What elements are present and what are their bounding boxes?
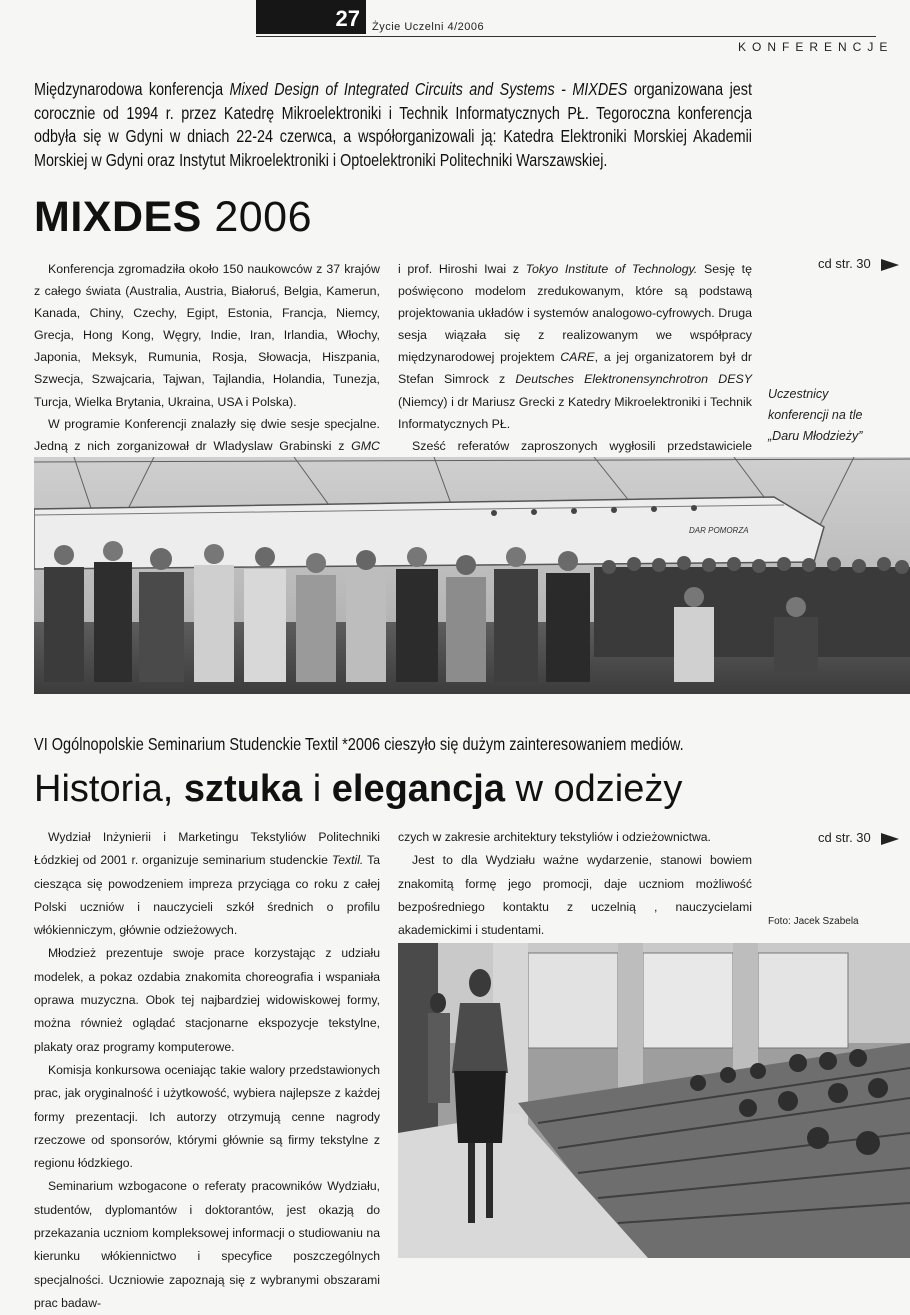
paragraph: Jest to dla Wydziału ważne wydarzenie, stanowi bowiem znakomitą formę jego promocji, daje uczniom możliwość bezpośredniego kontaktu z uczelnią , nauczycielami akademickimi i studentami. <box>398 853 752 938</box>
article1-intro: Międzynarodowa konferencja Mixed Design of Integrated Circuits and Systems - MIXDES organizowana jest corocznie od 1994 r. przez Katedrę Mikroelektroniki i Technik Informatycznych PŁ. Tegoroczna konferencja odbyła się w Gdyni w dniach 22-24 czerwca, a współorganizowali ją: Katedra Elektroniki Morskiej Akademii Morskiej w Gdyni oraz Instytut Mikroelektroniki i Optoelektroniki Politechniki Warszawskiej. <box>34 79 752 170</box>
paragraph: i prof. Hiroshi Iwai z Tokyo Institute of Technology. Sesję tę poświęcono modelom zredukowanym, które są podstawą projektowania układów i systemów analogowo-cyfrowych. Druga sesja wiązała się z realizowanym we współpracy międzynarodowej projektem CARE, a jej organizatorem był dr Stefan Simrock z Deutsches Elektronensynchrotron DESY (Niemcy) i dr Mariusz Grecki z Katedry Mikroelektroniki i Technik Informatycznych PŁ. <box>398 262 753 431</box>
paragraph: Młodzież prezentuje swoje prace korzystając z udziału modelek, a pokaz ozdabia znakomita choreografia i wspaniała oprawa muzyczna. Obok tej najbardziej widowiskowej formy, można również oglądać stacjonarne ekspozycje tekstylne, plakaty oraz programy komputerowe. <box>34 946 380 1054</box>
article2-title: Historia, sztuka i elegancja w odzieży <box>34 768 683 810</box>
article1-column-1 <box>34 258 380 479</box>
paragraph: W programie Konferencji znalazły się dwie sesje specjalne. Jedną z nich zorganizował dr Wladyslaw Grabinski z GMC <box>34 416 380 453</box>
fashion-show-photo <box>398 943 910 1258</box>
paragraph: Seminarium wzbogacone o referaty pracowników Wydziału, studentów, dyplomantów i doktorantów, jest okazją do przekazania uczniom kompleksowej informacji o studiowaniu na kierunku włókiennictwo i specyfice poszczególnych specjalności. Uczniowie zapoznają się z wybranymi obszarami prac badaw- <box>34 1179 380 1310</box>
section-label: KONFERENCJE <box>738 40 894 54</box>
paragraph: Sześć referatów zaproszonych wygłosili przedstawiciele <box>412 438 752 453</box>
continued-reference: cd str. 30 <box>818 256 899 271</box>
article1-column-2 <box>398 258 752 479</box>
article2-lead: VI Ogólnopolskie Seminarium Studenckie Textil *2006 cieszyło się dużym zainteresowaniem mediów. <box>34 734 684 754</box>
paragraph: Konferencja zgromadziła około 150 naukowców z 37 krajów z całego świata (Australia, Austria, Białoruś, Belgia, Kamerun, Kanada, Chiny, Czechy, Egipt, Estonia, Francja, Niemcy, Grecja, Hong Kong, Węgry, Indie, Iran, Irlandia, Włochy, Japonia, Meksyk, Rumunia, Rosja, Słowacja, Hiszpania, Szwecja, Szwajcaria, Tajwan, Tajlandia, Holandia, Tunezja, Turcja, Wielka Brytania, Ukraina, USA i Polska). <box>34 262 380 409</box>
ship-name: DAR POMORZA <box>689 526 749 535</box>
group-photo-ship <box>34 457 910 694</box>
arrow-right-icon <box>881 833 899 845</box>
article2-column-2 <box>398 826 752 942</box>
paragraph: czych w zakresie architektury tekstyliów i odzieżownictwa. <box>398 830 711 844</box>
paragraph: Komisja konkursowa oceniając takie walory przedstawionych prac, jak oryginalność i użytkowość, wybiera najlepsze z każdej formy prezentacji. Ich autorzy otrzymują cenne nagrody rzeczowe od sponsorów, którymi głównie są firmy tekstylne z regionu łódzkiego. <box>34 1062 380 1171</box>
paragraph: Wydział Inżynierii i Marketingu Tekstyliów Politechniki Łódzkiej od 2001 r. organizuje seminarium studenckie Textil. Ta ciesząca się powodzeniem impreza przyciąga co roku z całej Polski uczniów i nauczycieli szkół średnich o profilu włókienniczym, głównie odzieżowych. <box>34 830 380 938</box>
header-rule <box>256 36 876 37</box>
photo-caption: Uczestnicy konferencji na tle „Daru Młodzieży” <box>768 387 863 443</box>
photo-illustration <box>398 943 910 1258</box>
article1-title: MIXDES 2006 <box>34 193 312 241</box>
photo-illustration <box>34 457 910 694</box>
magazine-title: Życie Uczelni 4/2006 <box>372 21 485 33</box>
continued-reference: cd str. 30 <box>818 830 899 845</box>
page-number: 27 <box>256 0 366 34</box>
article2-column-1 <box>34 826 380 1315</box>
photo-credit: Foto: Jacek Szabela <box>768 916 859 927</box>
arrow-right-icon <box>881 259 899 271</box>
